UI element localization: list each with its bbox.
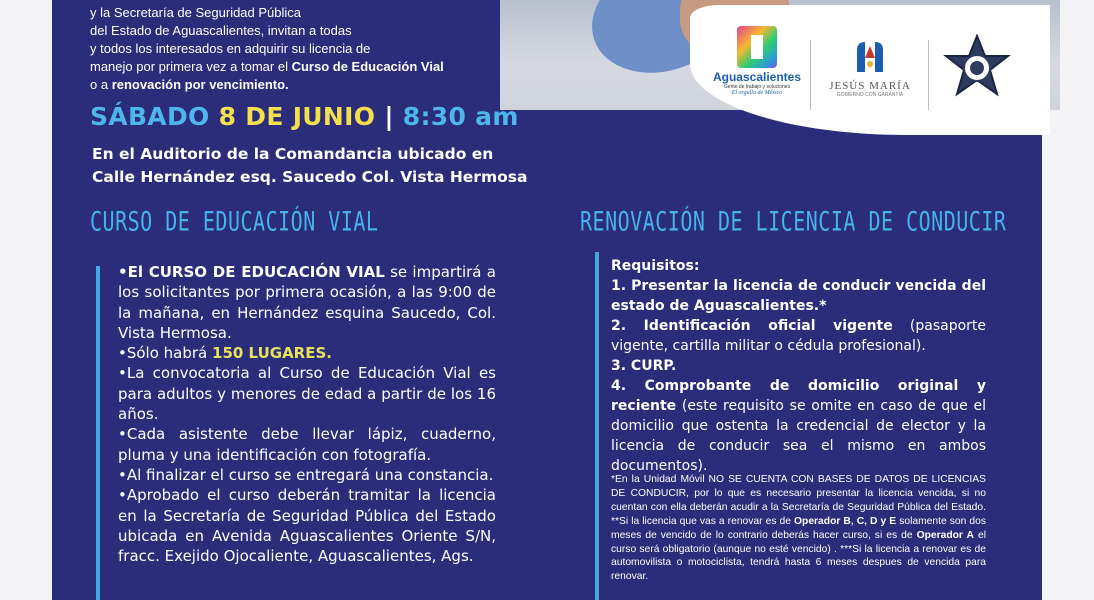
event-day: SÁBADO: [90, 102, 210, 131]
aguascalientes-logo: [712, 26, 802, 96]
renewal-accent-bar: [595, 252, 599, 600]
course-item: •La convocatoria al Curso de Educación Vial es para adultos y menores de edad a partir de los 16 años.: [118, 364, 496, 424]
course-item: •Aprobado el curso deberán tramitar la licencia en la Secretaría de Seguridad Pública del Estado ubicada en Avenida Aguascalientes Oriente S/N, fracc. Exejido Ojocaliente, Aguascalientes, Ags.: [118, 486, 496, 566]
requirements-label: Requisitos:: [611, 258, 700, 274]
course-item: •Al finalizar el curso se entregará una constancia.: [118, 465, 494, 484]
renewal-footnote: *En la Unidad Móvil NO SE CUENTA CON BASES DE DATOS DE LICENCIAS DE CONDUCIR, por lo que es necesario presentar la licencia vencida, si no cuentan con ella deberán acudir a la Secretaría de Seguridad Pública del Estado. **Si la licencia que vas a renovar es de Operador B, C, D y E solamente son dos meses de vencido de lo contrario deberás hacer curso, si es de Operador A el curso será obligatorio (aunque no esté vencido) . ***Si la licencia a renovar es de automovilista o motociclista, tendrá hasta 6 meses despues de vencida para renovar.: [611, 474, 986, 583]
course-item: •El CURSO DE EDUCACIÓN VIAL se impartirá a los solicitantes por primera ocasión, a las 9:00 de la mañana, en Hernández esquina Saucedo, Col. Vista Hermosa.: [118, 263, 496, 342]
date-separator: |: [384, 102, 394, 131]
police-badge-icon: [942, 34, 1012, 104]
jesus-maria-logo-tagline: GOBIERNO CON GARANTÍA: [836, 92, 904, 98]
intro-course-name: Curso de Educación Vial: [291, 59, 444, 74]
jesus-maria-logo-mark: [847, 38, 893, 74]
course-details: [118, 262, 496, 566]
intro-line: o a renovación por vencimiento.: [90, 77, 289, 92]
intro-line: del Estado de Aguascalientes, invitan a todas: [90, 23, 352, 38]
logo-divider: [810, 40, 811, 110]
intro-line: y todos los interesados en adquirir su licencia de: [90, 41, 371, 56]
aguascalientes-logo-name: Aguascalientes: [712, 70, 802, 84]
location-line: Calle Hernández esq. Saucedo Col. Vista Hermosa: [92, 168, 528, 186]
intro-renewal: renovación por vencimiento.: [111, 77, 289, 92]
aguascalientes-logo-tagline2: El orgullo de México: [731, 90, 783, 96]
intro-line: y la Secretaría de Seguridad Pública: [90, 5, 302, 20]
aguascalientes-logo-mark: [737, 26, 777, 68]
renewal-requirements: [611, 256, 986, 476]
requirement-item: 2. Identificación oficial vigente (pasaporte vigente, cartilla militar o cédula profesional).: [611, 318, 987, 354]
renewal-section-title: RENOVACIÓN DE LICENCIA DE CONDUCIR: [580, 205, 1007, 238]
jesus-maria-logo-name: JESÚS MARÍA: [829, 80, 911, 92]
course-item: •Cada asistente debe llevar lápiz, cuaderno, pluma y una identificación con fotografía.: [118, 425, 496, 464]
event-date-value: 8 DE JUNIO: [218, 102, 376, 131]
places-count: 150 LUGARES.: [212, 344, 332, 363]
location-line: En el Auditorio de la Comandancia ubicado en: [92, 145, 494, 163]
course-item: •Sólo habrá 150 LUGARES.: [118, 344, 332, 363]
jesus-maria-logo: [822, 38, 918, 98]
event-time: 8:30 am: [402, 102, 519, 131]
requirement-item: 4. Comprobante de domicilio original y reciente (este requisito se omite en caso de que el domicilio que ostenta la credencial de elector y la licencia de conducir sea el mismo en ambos documentos).: [611, 378, 986, 474]
course-accent-bar: [96, 266, 100, 600]
intro-text: [90, 4, 510, 94]
event-date: [90, 102, 519, 131]
requirement-item: 3. CURP.: [611, 358, 677, 374]
intro-line: manejo por primera vez a tomar el Curso de Educación Vial: [90, 59, 444, 74]
course-section-title: CURSO DE EDUCACIÓN VIAL: [90, 205, 379, 238]
requirement-item: 1. Presentar la licencia de conducir vencida del estado de Aguascalientes.*: [611, 278, 986, 314]
aguascalientes-logo-tagline: Gente de trabajo y soluciones: [723, 84, 791, 90]
event-location: [92, 143, 527, 189]
logo-divider: [928, 40, 929, 110]
